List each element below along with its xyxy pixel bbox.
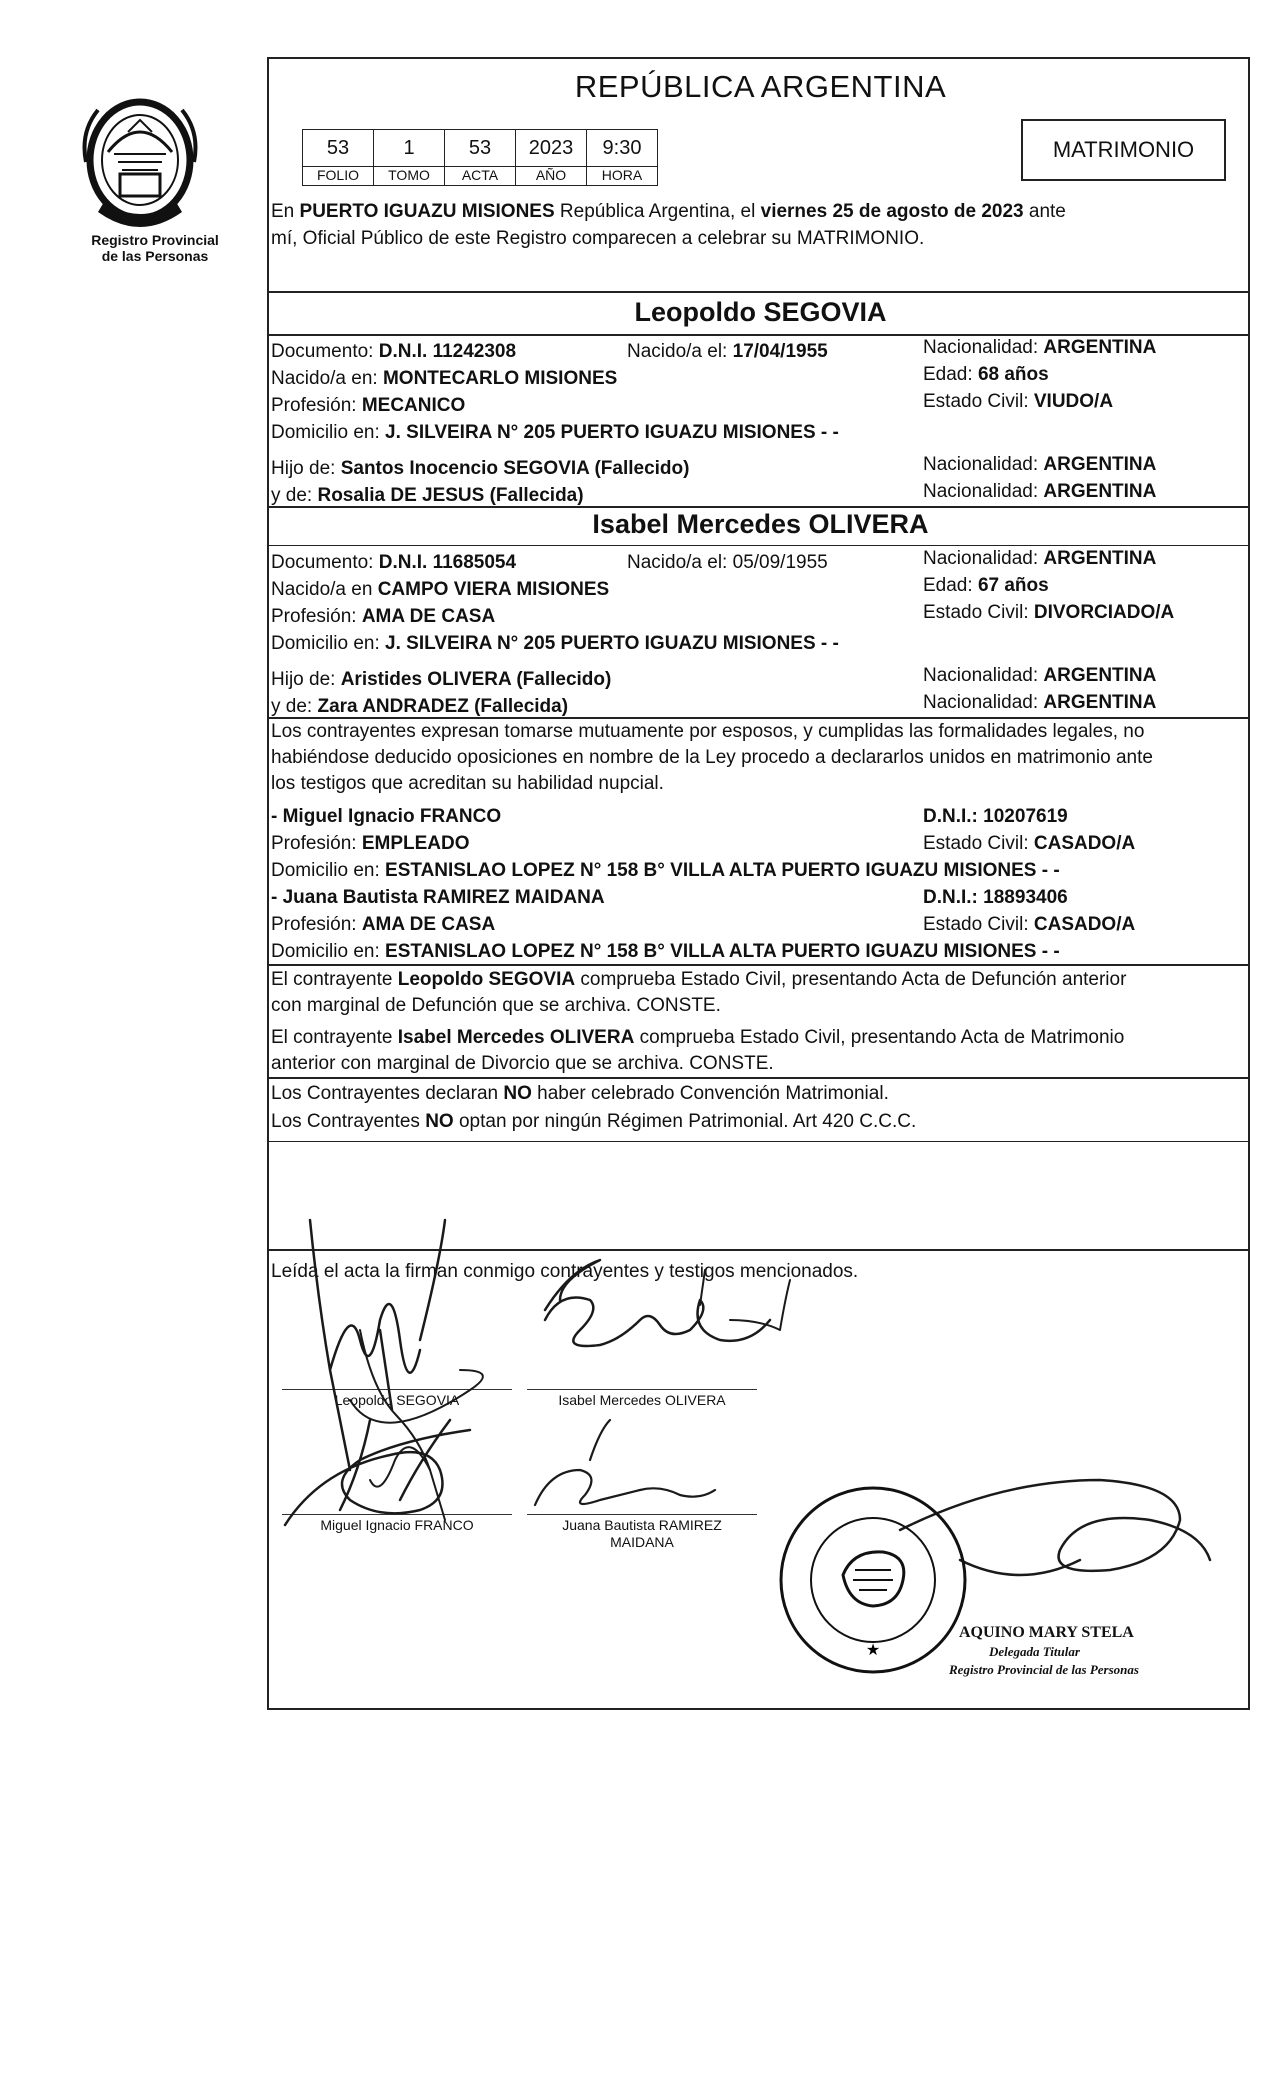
marriage-certificate-form — [267, 57, 1250, 1710]
witness-1-civil-status — [923, 831, 1135, 856]
text: Isabel Mercedes OLIVERA — [397, 1027, 635, 1048]
signature-line — [527, 1514, 757, 1515]
value: VIUDO/A — [1033, 391, 1114, 412]
label: Nacionalidad: — [923, 548, 1044, 569]
intro-place: PUERTO IGUAZU MISIONES — [299, 201, 555, 222]
label: Profesión: — [271, 833, 362, 854]
label: Domicilio en: — [271, 422, 386, 443]
bride-mother — [271, 694, 568, 719]
divider — [269, 1077, 1248, 1079]
groom-name: Leopoldo SEGOVIA — [634, 297, 887, 327]
regime-line-2 — [271, 1109, 916, 1134]
label: Estado Civil: — [923, 914, 1034, 935]
witness-2-civil-status — [923, 912, 1135, 937]
value: 05/09/1955 — [732, 552, 828, 573]
code-acta — [444, 129, 516, 186]
label: Nacionalidad: — [923, 692, 1044, 713]
declaration-line-2: habiéndose deducido oposiciones en nombre de la Ley procedo a declararlos unidos en matrimonio ante — [271, 747, 1153, 768]
witness-2-profession — [271, 912, 495, 937]
label: Documento: — [271, 552, 379, 573]
signature-label-line: MAIDANA — [610, 1534, 674, 1550]
official-seal — [773, 1480, 973, 1680]
text: El contrayente — [271, 1027, 398, 1048]
groom-profession — [271, 393, 465, 418]
witness-2-dni — [923, 885, 1068, 910]
intro-text: En — [271, 201, 300, 222]
label: Edad: — [923, 364, 978, 385]
signature-label-witness-2 — [527, 1517, 757, 1551]
declaration-line-3: los testigos que acreditan su habilidad nupcial. — [271, 773, 664, 794]
value: ARGENTINA — [1043, 481, 1157, 502]
label: Nacido/a el: — [627, 552, 733, 573]
label: Nacionalidad: — [923, 454, 1044, 475]
act-type-box: MATRIMONIO — [1021, 119, 1226, 181]
value: D.N.I. 11685054 — [378, 552, 517, 573]
value: Aristides OLIVERA (Fallecido) — [340, 669, 612, 690]
text: Los Contrayentes declaran — [271, 1083, 504, 1104]
seal-star: ★ — [865, 1640, 881, 1659]
text: comprueba Estado Civil, presentando Acta de Matrimonio — [634, 1027, 1125, 1048]
value: 10207619 — [983, 806, 1068, 827]
label: y de: — [271, 696, 318, 717]
value: Rosalia DE JESUS (Fallecida) — [317, 485, 584, 506]
intro-date: viernes 25 de agosto de 2023 — [760, 201, 1024, 222]
label: Hijo de: — [271, 458, 341, 479]
official-office: Registro Provincial de las Personas — [949, 1662, 1139, 1677]
registry-name-line2: de las Personas — [101, 248, 209, 264]
intro-text: ante — [1023, 201, 1066, 222]
code-value: 53 — [468, 137, 492, 159]
groom-mother-nationality — [923, 479, 1156, 504]
label: Nacido/a en — [271, 579, 378, 600]
label: Profesión: — [271, 914, 362, 935]
text: comprueba Estado Civil, presentando Acta de Defunción anterior — [575, 969, 1127, 990]
value: AMA DE CASA — [361, 606, 496, 627]
label: D.N.I.: — [923, 806, 984, 827]
divider — [269, 506, 1248, 508]
value: ARGENTINA — [1043, 548, 1157, 569]
label: Profesión: — [271, 606, 362, 627]
bride-mother-nationality — [923, 690, 1156, 715]
intro-line-2: mí, Oficial Público de este Registro comparecen a celebrar su MATRIMONIO. — [271, 228, 925, 249]
label: Domicilio en: — [271, 941, 386, 962]
signature-label-bride: Isabel Mercedes OLIVERA — [558, 1392, 726, 1408]
value: 18893406 — [983, 887, 1068, 908]
value: Zara ANDRADEZ (Fallecida) — [317, 696, 569, 717]
witness-2-name: - Juana Bautista RAMIREZ MAIDANA — [271, 887, 605, 908]
label: Estado Civil: — [923, 833, 1034, 854]
code-anio — [515, 129, 587, 186]
note-groom-line-2: con marginal de Defunción que se archiva. CONSTE. — [271, 995, 721, 1016]
signature-line — [282, 1514, 512, 1515]
groom-father — [271, 456, 689, 481]
bride-document — [271, 550, 516, 575]
closing-statement: Leída el acta la firman conmigo contrayentes y testigos mencionados. — [271, 1261, 859, 1282]
signature-line — [527, 1389, 757, 1390]
code-value: 9:30 — [602, 137, 642, 159]
value: J. SILVEIRA N° 205 PUERTO IGUAZU MISIONES - - — [385, 633, 839, 654]
code-label: HORA — [587, 166, 657, 183]
value: AMA DE CASA — [361, 914, 496, 935]
code-label: AÑO — [516, 166, 586, 183]
bride-birthdate — [627, 550, 828, 575]
declaration-line-1: Los contrayentes expresan tomarse mutuamente por esposos, y cumplidas las formalidades legales, no — [271, 721, 1145, 742]
code-label: ACTA — [445, 166, 515, 183]
value: CASADO/A — [1033, 914, 1136, 935]
province-shield-icon — [78, 92, 208, 242]
value: ARGENTINA — [1043, 337, 1157, 358]
official-name: AQUINO MARY STELA — [959, 1624, 1134, 1641]
label: Nacionalidad: — [923, 665, 1044, 686]
signature-label-line: Juana Bautista RAMIREZ — [562, 1517, 722, 1533]
code-folio — [302, 129, 374, 186]
witness-1-dni — [923, 804, 1068, 829]
bride-profession — [271, 604, 495, 629]
text: El contrayente — [271, 969, 398, 990]
groom-birthdate — [627, 339, 828, 364]
label: Profesión: — [271, 395, 362, 416]
label: Domicilio en: — [271, 633, 386, 654]
label: y de: — [271, 485, 318, 506]
bride-nationality — [923, 546, 1156, 571]
label: Estado Civil: — [923, 391, 1034, 412]
label: Hijo de: — [271, 669, 341, 690]
value: MECANICO — [361, 395, 466, 416]
value: ESTANISLAO LOPEZ N° 158 B° VILLA ALTA PUERTO IGUAZU MISIONES - - — [385, 860, 1060, 881]
divider — [269, 291, 1248, 293]
code-label: FOLIO — [303, 166, 373, 183]
code-label: TOMO — [374, 166, 444, 183]
value: 17/04/1955 — [732, 341, 828, 362]
witness-1-name: - Miguel Ignacio FRANCO — [271, 806, 502, 827]
groom-nationality — [923, 335, 1156, 360]
value: ARGENTINA — [1043, 454, 1157, 475]
bride-birthplace — [271, 577, 609, 602]
registry-name — [70, 232, 240, 264]
label: Documento: — [271, 341, 379, 362]
code-value: 53 — [326, 137, 350, 159]
code-hora — [586, 129, 658, 186]
groom-birthplace — [271, 366, 617, 391]
value: ARGENTINA — [1043, 692, 1157, 713]
witness-2-address — [271, 939, 1060, 964]
label: Nacionalidad: — [923, 481, 1044, 502]
value: D.N.I. 11242308 — [378, 341, 517, 362]
code-tomo — [373, 129, 445, 186]
note-bride-line-1 — [271, 1025, 1124, 1050]
text: Los Contrayentes — [271, 1111, 426, 1132]
seal-stamp-icon — [773, 1480, 973, 1680]
witness-1-profession — [271, 831, 470, 856]
value: 67 años — [977, 575, 1049, 596]
label: D.N.I.: — [923, 887, 984, 908]
label: Nacido/a el: — [627, 341, 733, 362]
note-bride-line-2: anterior con marginal de Divorcio que se archiva. CONSTE. — [271, 1053, 774, 1074]
groom-document — [271, 339, 516, 364]
code-value: 2023 — [528, 137, 574, 159]
text: NO — [425, 1111, 454, 1132]
code-value: 1 — [403, 137, 415, 159]
bride-civil-status — [923, 600, 1174, 625]
groom-mother — [271, 483, 584, 508]
bride-age — [923, 573, 1049, 598]
value: Santos Inocencio SEGOVIA (Fallecido) — [340, 458, 690, 479]
value: EMPLEADO — [361, 833, 470, 854]
label: Nacionalidad: — [923, 337, 1044, 358]
bride-father — [271, 667, 611, 692]
bride-father-nationality — [923, 663, 1156, 688]
intro-text: República Argentina, el — [554, 201, 761, 222]
value: ESTANISLAO LOPEZ N° 158 B° VILLA ALTA PUERTO IGUAZU MISIONES - - — [385, 941, 1060, 962]
intro-line-1 — [271, 199, 1066, 224]
official-title: Delegada Titular — [989, 1644, 1080, 1659]
signature-label-witness-1: Miguel Ignacio FRANCO — [320, 1517, 474, 1533]
groom-address — [271, 420, 839, 445]
value: 68 años — [977, 364, 1049, 385]
value: CAMPO VIERA MISIONES — [377, 579, 610, 600]
divider — [269, 1249, 1248, 1251]
text: NO — [503, 1083, 532, 1104]
regime-line-1 — [271, 1081, 889, 1106]
registry-name-line1: Registro Provincial — [91, 232, 219, 248]
signature-line — [282, 1389, 512, 1390]
groom-father-nationality — [923, 452, 1156, 477]
label: Nacido/a en: — [271, 368, 383, 389]
value: ARGENTINA — [1043, 665, 1157, 686]
divider — [269, 964, 1248, 966]
label: Estado Civil: — [923, 602, 1034, 623]
label: Edad: — [923, 575, 978, 596]
value: J. SILVEIRA N° 205 PUERTO IGUAZU MISIONES - - — [385, 422, 839, 443]
note-groom-line-1 — [271, 967, 1126, 992]
page-title: REPÚBLICA ARGENTINA — [574, 69, 947, 104]
value: CASADO/A — [1033, 833, 1136, 854]
bride-address — [271, 631, 839, 656]
signature-label-groom: Leopoldo SEGOVIA — [334, 1392, 460, 1408]
divider — [269, 1141, 1248, 1142]
text: haber celebrado Convención Matrimonial. — [531, 1083, 889, 1104]
label: Domicilio en: — [271, 860, 386, 881]
registry-logo — [78, 92, 208, 242]
groom-age — [923, 362, 1049, 387]
bride-name: Isabel Mercedes OLIVERA — [592, 509, 929, 539]
text: optan por ningún Régimen Patrimonial. Art 420 C.C.C. — [453, 1111, 917, 1132]
witness-1-address — [271, 858, 1060, 883]
text: Leopoldo SEGOVIA — [397, 969, 576, 990]
groom-civil-status — [923, 389, 1113, 414]
value: MONTECARLO MISIONES — [382, 368, 618, 389]
value: DIVORCIADO/A — [1033, 602, 1175, 623]
